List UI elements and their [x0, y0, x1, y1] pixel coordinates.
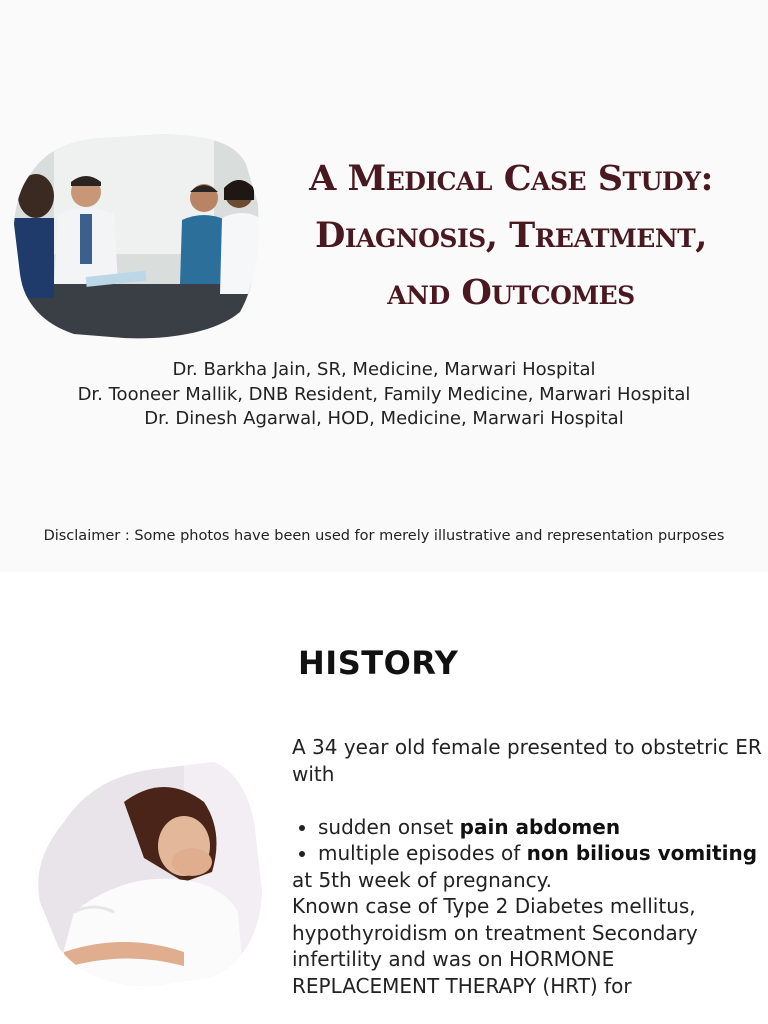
history-text: [292, 734, 762, 999]
symptom-emphasis: pain abdomen: [459, 814, 621, 839]
disclaimer-text: Disclaimer : Some photos have been used for merely illustrative and representation purposes: [43, 528, 725, 544]
title-line: A Medical Case Study:: [309, 158, 713, 199]
symptom-text: sudden onset: [318, 814, 460, 839]
title-line: and Outcomes: [387, 272, 635, 313]
list-item: [318, 814, 762, 841]
pregnancy-week-text: at 5th week of pregnancy.: [292, 867, 553, 892]
spacer: [292, 787, 762, 814]
author-line: Dr. Dinesh Agarwal, HOD, Medicine, Marwari Hospital: [144, 408, 624, 429]
woman-nausea-photo: [34, 762, 264, 988]
symptom-list: [292, 814, 762, 867]
symptom-text: multiple episodes of: [318, 841, 527, 865]
medical-history-text: Known case of Type 2 Diabetes mellitus, hypothyroidism on treatment Secondary infertility and was on HORMONE REPLACEMENT THERAPY (HRT) for: [292, 894, 698, 998]
symptom-emphasis: non bilious vomiting: [526, 841, 758, 865]
author-line: Dr. Barkha Jain, SR, Medicine, Marwari Hospital: [172, 359, 596, 380]
list-item: [318, 840, 762, 867]
history-heading: HISTORY: [298, 644, 459, 682]
history-slide: [0, 572, 768, 1024]
doctors-meeting-photo: [14, 134, 260, 340]
title-line: Diagnosis, Treatment,: [315, 215, 707, 256]
author-line: Dr. Tooneer Mallik, DNB Resident, Family Medicine, Marwari Hospital: [77, 383, 691, 405]
author-list: [0, 358, 768, 432]
intro-text: A 34 year old female presented to obstetric ER with: [292, 735, 762, 786]
case-study-title: [276, 150, 746, 321]
